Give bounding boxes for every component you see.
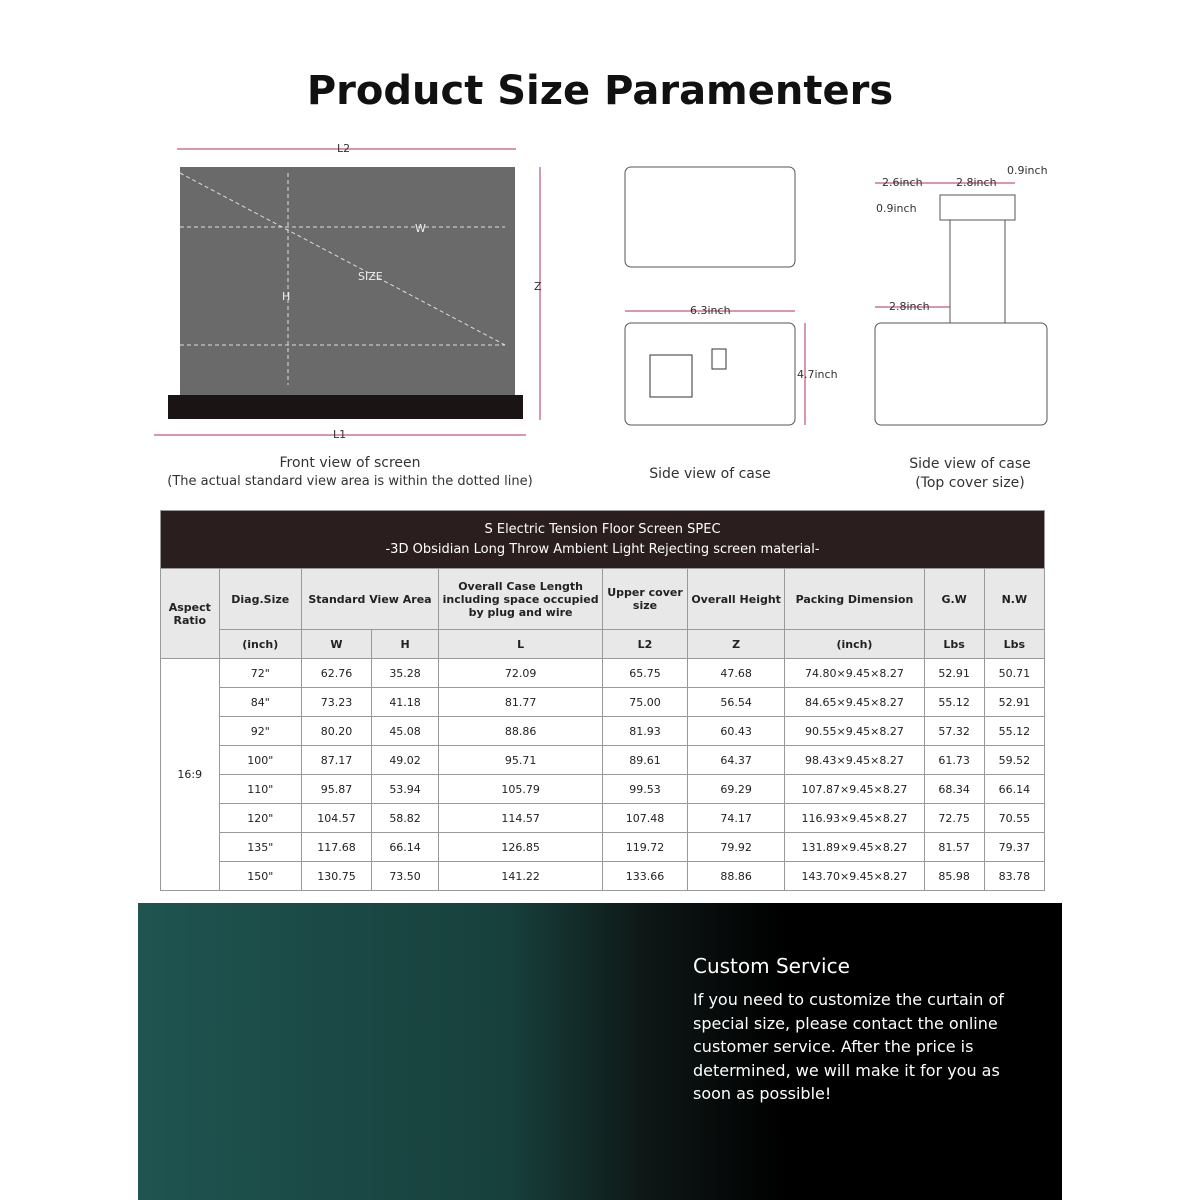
table-row	[161, 688, 1045, 717]
table-cell: 107.87×9.45×8.27	[785, 775, 924, 804]
table-cell: 69.29	[687, 775, 785, 804]
table-cell: 84.65×9.45×8.27	[785, 688, 924, 717]
table-cell: 110"	[219, 775, 301, 804]
unit-header: W	[301, 630, 371, 659]
table-cell: 72.75	[924, 804, 984, 833]
table-cell: 90.55×9.45×8.27	[785, 717, 924, 746]
table-cell: 81.77	[439, 688, 603, 717]
table-cell: 116.93×9.45×8.27	[785, 804, 924, 833]
custom-service-title: Custom Service	[693, 954, 850, 978]
table-row	[161, 804, 1045, 833]
table-cell: 52.91	[984, 688, 1044, 717]
table-cell: 84"	[219, 688, 301, 717]
table-cell: 79.37	[984, 833, 1044, 862]
unit-header: L	[439, 630, 603, 659]
dim-a: 2.6inch	[882, 176, 923, 189]
table-cell: 100"	[219, 746, 301, 775]
spec-table-subtitle: -3D Obsidian Long Throw Ambient Light Rejecting screen material-	[385, 541, 820, 557]
column-header: Aspect Ratio	[161, 569, 220, 659]
table-cell: 65.75	[603, 659, 688, 688]
w-label: W	[415, 222, 426, 235]
table-cell: 120"	[219, 804, 301, 833]
page-title: Product Size Paramenters	[306, 68, 894, 114]
side-caption: Side view of case	[649, 466, 771, 482]
table-cell: 89.61	[603, 746, 688, 775]
top-note: (Top cover size)	[915, 475, 1025, 491]
table-cell: 99.53	[603, 775, 688, 804]
table-cell: 117.68	[301, 833, 371, 862]
unit-header: Lbs	[984, 630, 1044, 659]
table-cell: 73.23	[301, 688, 371, 717]
table-cell: 47.68	[687, 659, 785, 688]
table-cell: 130.75	[301, 862, 371, 891]
h-label: H	[282, 290, 291, 303]
spec-table	[160, 510, 1045, 891]
table-row	[161, 862, 1045, 891]
dim-c: 0.9inch	[1007, 164, 1048, 177]
table-cell: 135"	[219, 833, 301, 862]
unit-header: (inch)	[219, 630, 301, 659]
table-row	[161, 746, 1045, 775]
table-cell: 74.80×9.45×8.27	[785, 659, 924, 688]
table-cell: 126.85	[439, 833, 603, 862]
table-cell: 80.20	[301, 717, 371, 746]
unit-header: H	[372, 630, 439, 659]
table-cell: 56.54	[687, 688, 785, 717]
unit-header: (inch)	[785, 630, 924, 659]
table-cell: 83.78	[984, 862, 1044, 891]
spec-table-title: S Electric Tension Floor Screen SPEC -3D Obsidian Long Throw Ambient Light Rejecting screen material-	[161, 511, 1045, 569]
column-header: N.W	[984, 569, 1044, 630]
table-cell: 141.22	[439, 862, 603, 891]
table-cell: 88.86	[439, 717, 603, 746]
front-note: (The actual standard view area is within the dotted line)	[167, 474, 533, 489]
z-label: Z	[534, 280, 542, 293]
unit-header: L2	[603, 630, 688, 659]
table-cell: 35.28	[372, 659, 439, 688]
table-cell: 57.32	[924, 717, 984, 746]
table-cell: 70.55	[984, 804, 1044, 833]
table-cell: 119.72	[603, 833, 688, 862]
table-cell: 105.79	[439, 775, 603, 804]
table-row	[161, 775, 1045, 804]
table-cell: 61.73	[924, 746, 984, 775]
table-cell: 60.43	[687, 717, 785, 746]
table-cell: 95.71	[439, 746, 603, 775]
table-cell: 55.12	[924, 688, 984, 717]
l2-label: L2	[337, 142, 351, 155]
table-cell: 143.70×9.45×8.27	[785, 862, 924, 891]
dim-d: 0.9inch	[876, 202, 917, 215]
table-cell: 114.57	[439, 804, 603, 833]
table-cell: 50.71	[984, 659, 1044, 688]
table-cell: 74.17	[687, 804, 785, 833]
column-header: Overall Height	[687, 569, 785, 630]
table-cell: 88.86	[687, 862, 785, 891]
size-label: SIZE	[358, 270, 383, 283]
table-cell: 104.57	[301, 804, 371, 833]
table-cell: 45.08	[372, 717, 439, 746]
top-caption: Side view of case	[909, 456, 1031, 472]
case-width-label: 6.3inch	[690, 304, 731, 317]
table-cell: 41.18	[372, 688, 439, 717]
table-cell: 79.92	[687, 833, 785, 862]
table-cell: 92"	[219, 717, 301, 746]
table-cell: 52.91	[924, 659, 984, 688]
table-cell: 81.57	[924, 833, 984, 862]
table-cell: 59.52	[984, 746, 1044, 775]
table-cell: 62.76	[301, 659, 371, 688]
table-row	[161, 833, 1045, 862]
table-cell: 107.48	[603, 804, 688, 833]
column-header: Diag.Size	[219, 569, 301, 630]
table-cell: 66.14	[984, 775, 1044, 804]
table-cell: 98.43×9.45×8.27	[785, 746, 924, 775]
table-cell: 64.37	[687, 746, 785, 775]
table-cell: 87.17	[301, 746, 371, 775]
table-cell: 58.82	[372, 804, 439, 833]
aspect-ratio-cell: 16:9	[161, 659, 220, 891]
table-row	[161, 717, 1045, 746]
table-cell: 72.09	[439, 659, 603, 688]
table-cell: 131.89×9.45×8.27	[785, 833, 924, 862]
table-cell: 75.00	[603, 688, 688, 717]
table-cell: 95.87	[301, 775, 371, 804]
table-cell: 85.98	[924, 862, 984, 891]
l1-label: L1	[333, 428, 347, 441]
table-cell: 150"	[219, 862, 301, 891]
table-cell: 53.94	[372, 775, 439, 804]
table-cell: 55.12	[984, 717, 1044, 746]
dim-e: 2.8inch	[889, 300, 930, 313]
table-cell: 73.50	[372, 862, 439, 891]
column-header: G.W	[924, 569, 984, 630]
front-caption: Front view of screen	[279, 455, 421, 471]
table-cell: 68.34	[924, 775, 984, 804]
case-height-label: 4.7inch	[797, 368, 838, 381]
unit-header: Lbs	[924, 630, 984, 659]
front-view-diagram	[154, 149, 540, 435]
table-cell: 49.02	[372, 746, 439, 775]
table-cell: 133.66	[603, 862, 688, 891]
column-header: Upper cover size	[603, 569, 688, 630]
table-cell: 72"	[219, 659, 301, 688]
table-row	[161, 659, 1045, 688]
table-cell: 81.93	[603, 717, 688, 746]
custom-service-text: If you need to customize the curtain of special size, please contact the online customer service. After the price is determined, we will make it for you as soon as possible!	[693, 990, 1004, 1103]
table-cell: 66.14	[372, 833, 439, 862]
side-view-case	[625, 167, 805, 425]
column-header: Overall Case Length including space occupied by plug and wire	[439, 569, 603, 630]
dim-b: 2.8inch	[956, 176, 997, 189]
column-header: Packing Dimension	[785, 569, 924, 630]
column-header: Standard View Area	[301, 569, 438, 630]
unit-header: Z	[687, 630, 785, 659]
